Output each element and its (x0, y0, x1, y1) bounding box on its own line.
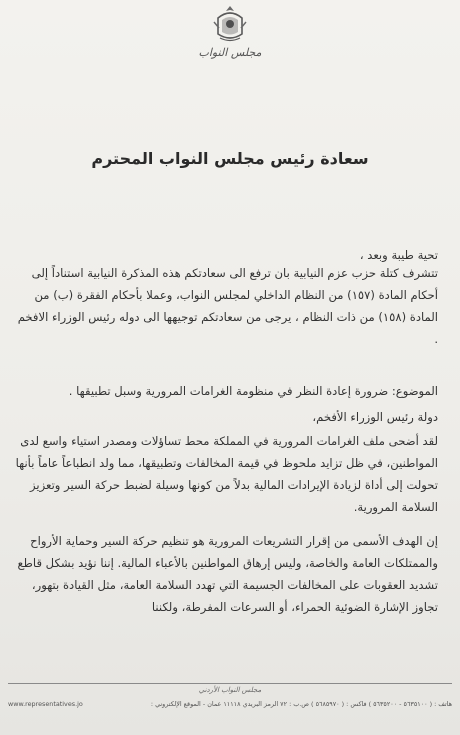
footer-divider (8, 683, 452, 684)
footer-logo: مجلس النواب الأردني (198, 686, 262, 694)
coat-of-arms-icon (210, 4, 250, 44)
intro-paragraph: تتشرف كتلة حزب عزم النيابية بان ترفع الى سعادتكم هذه المذكرة النيابية استناداً إلى أحكام المادة (١٥٧) من النظام الداخلي لمجلس النواب، وعملا بأحكام الفقرة (ب) من المادة (١٥٨) من ذات النظام ، يرجى من سعادتكم توجيهها الى دوله رئيس الوزراء الافخم . (17, 266, 438, 346)
paragraph-2: إن الهدف الأسمى من إقرار التشريعات المرورية هو تنظيم حركة السير وحماية الأرواح والممتلكات العامة والخاصة، وليس إرهاق المواطنين بالأعباء المالية. إننا نؤيد بشكل قاطع تشديد العقوبات على المخالفات الجسيمة التي تهدد السلامة العامة، مثل القيادة بتهور، تجاوز الإشارة الضوئية الحمراء، أو السرعات المفرطة، ولكننا (17, 534, 438, 614)
council-name: مجلس النواب (198, 46, 262, 59)
letter-title: سعادة رئيس مجلس النواب المحترم (91, 149, 369, 168)
addressee: دولة رئيس الوزراء الأفخم، (312, 410, 438, 424)
greeting: تحية طيبة وبعد ، (359, 248, 438, 262)
paragraph-1: لقد أضحى ملف الغرامات المرورية في المملكة محط تساؤلات ومصدر استياء واسع لدى المواطنين، في ظل تزايد ملحوظ في قيمة المخالفات وتطبيقها، مما ولد انطباعاً عاماً بأنها تحولت إلى أداة لزيادة الإيرادات المالية بدلاً من كونها وسيلة لضبط حركة السير وتعزيز السلامة المرورية. (15, 434, 438, 514)
subject-line: الموضوع: ضرورة إعادة النظر في منظومة الغرامات المرورية وسبل تطبيقها . (68, 384, 438, 398)
contact-info: هاتف : ( ٥٦٣٥١٠٠ - ٥٦٣٥٢٠٠ ) فاكس : ( ٥٦٨٥٩٧٠ ) ص.ب : ٧٢ الرمز البريدي ١١١١٨ عمان - الموقع الإلكتروني : (150, 700, 452, 708)
website-link[interactable]: www.representatives.jo (8, 700, 83, 708)
